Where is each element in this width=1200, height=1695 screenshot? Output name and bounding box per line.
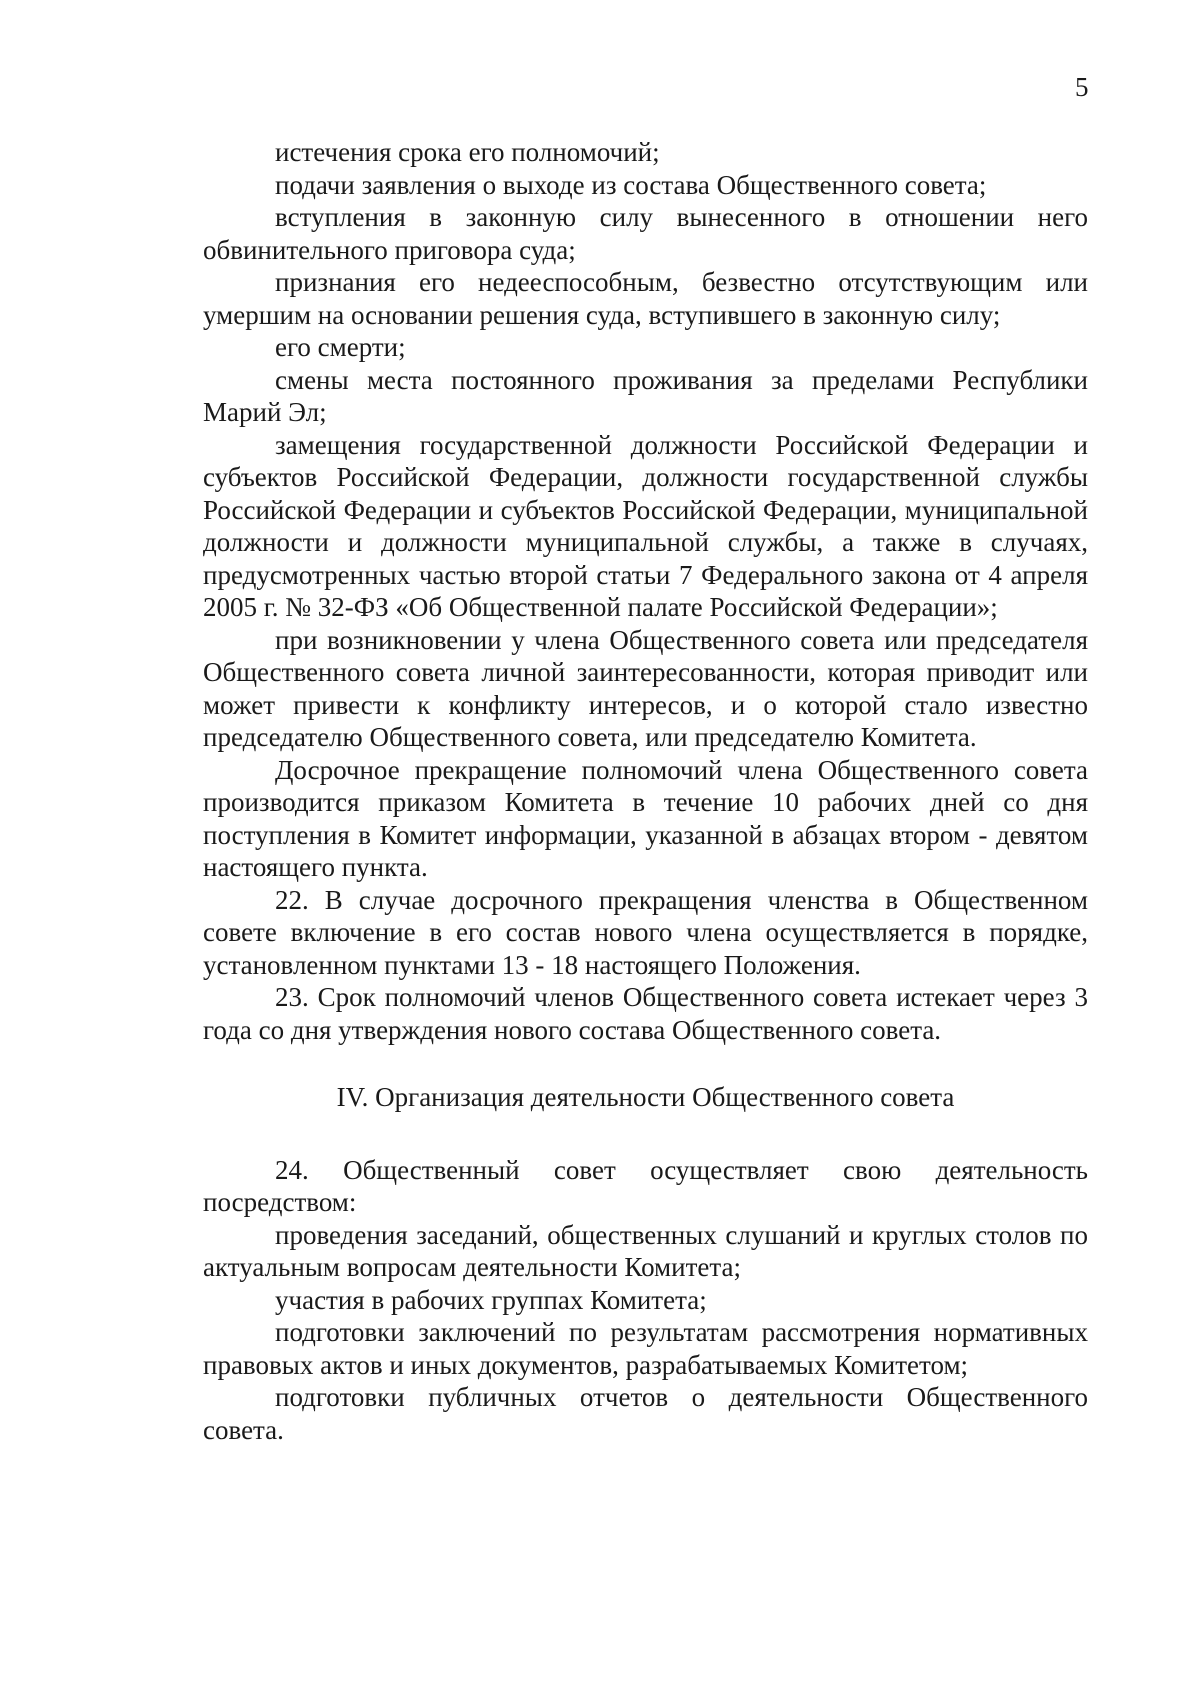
paragraph: смены места постоянного проживания за пределами Республики Марий Эл;	[203, 364, 1088, 427]
paragraph: 24. Общественный совет осуществляет свою деятельность посредством:	[203, 1154, 1088, 1217]
paragraph: замещения государственной должности Российской Федерации и субъектов Российской Федерации, должности государственной службы Российской Федерации и субъектов Российской Федерации, муниципальной должности и должности муниципальной службы, а также в случаях, предусмотренных частью второй статьи 7 Федерального закона от 4 апреля 2005 г. № 32-ФЗ «Об Общественной палате Российской Федерации»;	[203, 429, 1088, 622]
page-number: 5	[1075, 72, 1089, 102]
paragraph: подготовки заключений по результатам рассмотрения нормативных правовых актов и иных документов, разрабатываемых Комитетом;	[203, 1317, 1088, 1380]
paragraph: 23. Срок полномочий членов Общественного совета истекает через 3 года со дня утверждения нового состава Общественного совета.	[203, 982, 1088, 1045]
paragraph: проведения заседаний, общественных слушаний и круглых столов по актуальным вопросам деятельности Комитета;	[203, 1219, 1088, 1282]
paragraph: его смерти;	[275, 332, 406, 362]
paragraph: подготовки публичных отчетов о деятельности Общественного совета.	[203, 1382, 1088, 1445]
paragraph: подачи заявления о выходе из состава Общественного совета;	[275, 169, 987, 200]
paragraph: Досрочное прекращение полномочий члена Общественного совета производится приказом Комитета в течение 10 рабочих дней со дня поступления в Комитет информации, указанной в абзацах втором - девятом настоящего пункта.	[203, 754, 1088, 882]
paragraph: при возникновении у члена Общественного совета или председателя Общественного совета личной заинтересованности, которая приводит или может привести к конфликту интересов, и о которой стало известно председателю Общественного совета, или председателю Комитета.	[203, 624, 1088, 752]
paragraph: 22. В случае досрочного прекращения членства в Общественном совете включение в его состав нового члена осуществляется в порядке, установленном пунктами 13 - 18 настоящего Положения.	[203, 884, 1088, 980]
paragraph: участия в рабочих группах Комитета;	[275, 1284, 707, 1315]
paragraph: признания его недееспособным, безвестно отсутствующим или умершим на основании решения суда, вступившего в законную силу;	[203, 267, 1088, 330]
paragraph: вступления в законную силу вынесенного в отношении него обвинительного приговора суда;	[203, 202, 1088, 265]
document-body	[203, 136, 1088, 1446]
section-heading: IV. Организация деятельности Общественного совета	[336, 1082, 955, 1112]
paragraph: истечения срока его полномочий;	[275, 137, 660, 167]
